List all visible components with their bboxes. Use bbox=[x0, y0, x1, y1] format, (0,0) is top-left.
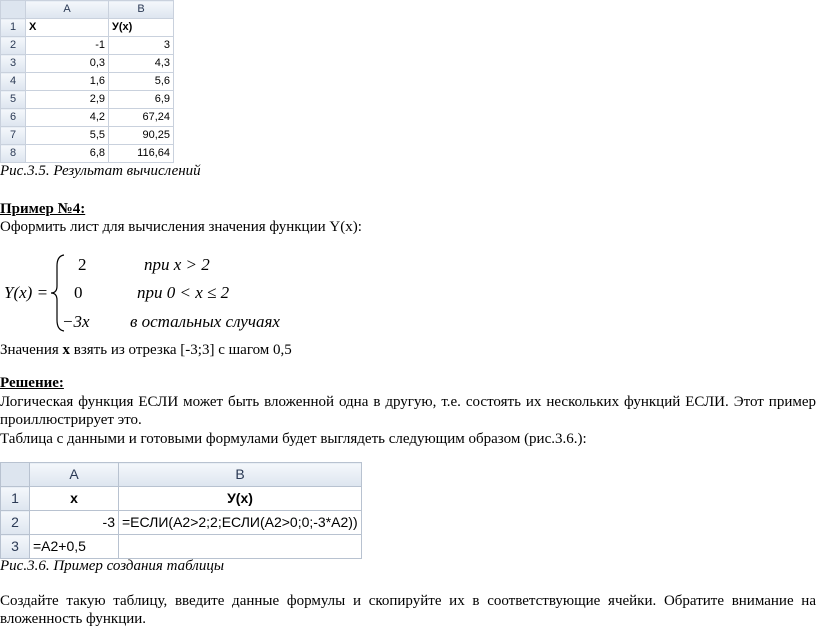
final-text: Создайте такую таблицу, введите данные формулы и скопируйте их в соответствующие ячейки. Обратите внимание на вложенность функции. bbox=[0, 593, 816, 627]
row-header[interactable]: 8 bbox=[1, 145, 26, 163]
row-header[interactable]: 6 bbox=[1, 109, 26, 127]
column-header-b[interactable]: B bbox=[109, 1, 174, 19]
case2-condition: при 0 < x ≤ 2 bbox=[137, 283, 230, 302]
cell-b4[interactable]: 5,6 bbox=[109, 73, 174, 91]
range-text bbox=[0, 342, 292, 359]
solution-text-2: Таблица с данными и готовыми формулами будет выглядеть следующим образом (рис.3.6.): bbox=[0, 431, 587, 447]
formula-lhs: Y(x) = bbox=[4, 283, 49, 302]
case1-value: 2 bbox=[78, 255, 87, 274]
cell-b1[interactable]: У(х) bbox=[119, 487, 362, 511]
cell-b5[interactable]: 6,9 bbox=[109, 91, 174, 109]
figure-caption-3-5: Рис.3.5. Результат вычислений bbox=[0, 163, 201, 179]
cell-b3[interactable] bbox=[119, 535, 362, 559]
cell-a1[interactable]: X bbox=[26, 19, 109, 37]
cell-a7[interactable]: 5,5 bbox=[26, 127, 109, 145]
cell-a4[interactable]: 1,6 bbox=[26, 73, 109, 91]
row-header[interactable]: 5 bbox=[1, 91, 26, 109]
cell-b7[interactable]: 90,25 bbox=[109, 127, 174, 145]
range-text-x: x bbox=[62, 342, 71, 358]
case3-value: −3x bbox=[62, 312, 90, 331]
range-text-post: взять из отрезка [-3;3] с шагом 0,5 bbox=[70, 342, 292, 358]
formula-table bbox=[0, 462, 362, 559]
cell-a6[interactable]: 4,2 bbox=[26, 109, 109, 127]
piecewise-formula bbox=[0, 250, 330, 334]
cell-a5[interactable]: 2,9 bbox=[26, 91, 109, 109]
case3-condition: в остальных случаях bbox=[130, 312, 280, 331]
column-header-b[interactable]: B bbox=[119, 463, 362, 487]
cell-a2[interactable]: -3 bbox=[30, 511, 119, 535]
corner-cell[interactable] bbox=[1, 1, 26, 19]
cell-a8[interactable]: 6,8 bbox=[26, 145, 109, 163]
cell-b3[interactable]: 4,3 bbox=[109, 55, 174, 73]
range-text-pre: Значения bbox=[0, 342, 63, 358]
cell-a1[interactable]: x bbox=[30, 487, 119, 511]
row-header[interactable]: 1 bbox=[1, 19, 26, 37]
row-header[interactable]: 2 bbox=[1, 37, 26, 55]
column-header-a[interactable]: A bbox=[26, 1, 109, 19]
example-heading: Пример №4: bbox=[0, 201, 86, 217]
row-header[interactable]: 3 bbox=[1, 55, 26, 73]
cell-a3[interactable]: 0,3 bbox=[26, 55, 109, 73]
case2-value: 0 bbox=[74, 283, 83, 302]
cell-b8[interactable]: 116,64 bbox=[109, 145, 174, 163]
row-header[interactable]: 2 bbox=[1, 511, 30, 535]
cell-b1[interactable]: У(х) bbox=[109, 19, 174, 37]
cell-b6[interactable]: 67,24 bbox=[109, 109, 174, 127]
figure-caption-3-6: Рис.3.6. Пример создания таблицы bbox=[0, 558, 225, 574]
results-table bbox=[0, 0, 174, 163]
row-header[interactable]: 7 bbox=[1, 127, 26, 145]
row-header[interactable]: 1 bbox=[1, 487, 30, 511]
row-header[interactable]: 4 bbox=[1, 73, 26, 91]
cell-b2[interactable]: =ЕСЛИ(A2>2;2;ЕСЛИ(A2>0;0;-3*A2)) bbox=[119, 511, 362, 535]
corner-cell[interactable] bbox=[1, 463, 30, 487]
case1-condition: при x > 2 bbox=[144, 255, 210, 274]
example-text: Оформить лист для вычисления значения функции Y(x): bbox=[0, 219, 362, 235]
row-header[interactable]: 3 bbox=[1, 535, 30, 559]
solution-heading: Решение: bbox=[0, 375, 64, 391]
cell-a3[interactable]: =A2+0,5 bbox=[30, 535, 119, 559]
cell-b2[interactable]: 3 bbox=[109, 37, 174, 55]
column-header-a[interactable]: A bbox=[30, 463, 119, 487]
solution-text: Логическая функция ЕСЛИ может быть вложенной одна в другую, т.е. состоять их нескольких функций ЕСЛИ. Этот пример проиллюстрирует это. bbox=[0, 394, 816, 428]
cell-a2[interactable]: -1 bbox=[26, 37, 109, 55]
